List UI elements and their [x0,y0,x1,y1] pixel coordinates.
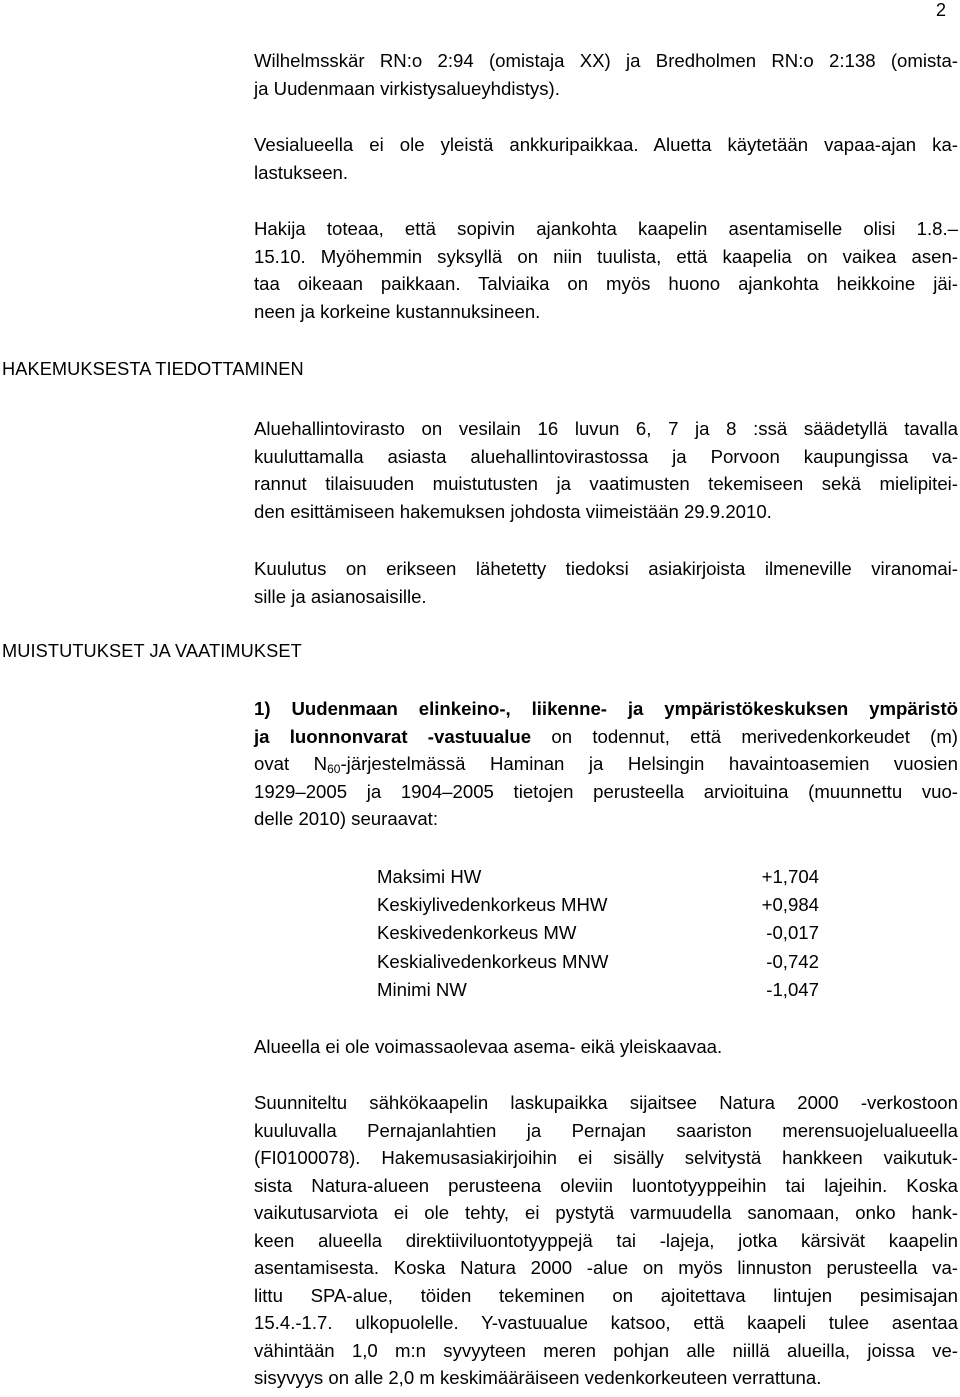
text-line: rannut tilaisuuden muistutusten ja vaatimusten tekemiseen sekä mielipitei- [254,473,958,494]
water-level-value: +1,704 [761,866,819,888]
water-level-value: -0,742 [766,950,819,972]
text-line: keen alueella direktiiviluontotyyppejä tai -lajeja, jotka kärsivät kaapelin [254,1229,958,1251]
text-line: den esittämiseen hakemuksen johdosta viimeistään 29.9.2010. [254,500,772,522]
section-heading-statements: MUISTUTUKSET JA VAATIMUKSET [2,641,302,661]
water-level-table [377,863,819,1004]
water-level-value: -1,047 [766,978,819,1000]
page-number: 2 [935,0,946,20]
water-level-value: +0,984 [761,894,819,916]
water-level-value: -0,017 [766,922,819,944]
water-level-label: Maksimi HW [377,866,482,888]
text-line: taa oikeaan paikkaan. Talviaika on myös huono ajankohta heikkoine jäi- [254,273,958,294]
water-level-row [377,863,819,891]
text-line: delle 2010) seuraavat: [254,808,438,829]
text-line: lastukseen. [254,161,349,183]
statement-org-name: Uudenmaan elinkeino-, liikenne- ja ympäristökeskuksen ympäristö [291,698,958,719]
text-line: 15.10. Myöhemmin syksyllä on niin tuulista, että kaapelia on vaikea asen- [254,245,958,267]
text-line: sille ja asianosaisille. [254,585,427,607]
text-line [254,695,958,723]
text-line: 1929–2005 ja 1904–2005 tietojen perusteella arvioituina (muunnettu vuo- [254,780,958,802]
timing-paragraph [254,215,958,325]
text-line: kuuluttamalla asiasta aluehallintovirastossa ja Porvoon kaupungissa va- [254,445,958,467]
text-line: sisyvyys on alle 2,0 m keskimääräiseen vedenkorkeuteen verrattuna. [254,1367,822,1388]
water-level-label: Keskiylivedenkorkeus MHW [377,894,608,916]
owners-paragraph [254,47,958,102]
natura-paragraph [254,1089,958,1392]
no-plan-paragraph [254,1033,958,1061]
text-line: kuuluvalla Pernajanlahtien ja Pernajan saariston merensuojelualueella [254,1119,958,1141]
statement-org-name-cont: ja luonnonvarat -vastuualue [254,725,532,747]
section-heading-notification: HAKEMUKSESTA TIEDOTTAMINEN [2,359,304,379]
water-level-row [377,891,819,919]
text-line: Vesialueella ei ole yleistä ankkuripaikkaa. Aluetta käytetään vapaa-ajan ka- [254,134,958,155]
text-line [254,750,958,778]
text-line: sista Natura-alueen perusteena oleviin luontotyyppeihin tai lajeihin. Koska [254,1174,958,1196]
text-line: (FI0100078). Hakemusasiakirjoihin ei sisälly selvitystä hankkeen vaikutuk- [254,1147,958,1168]
text-line: Aluehallintovirasto on vesilain 16 luvun 6, 7 ja 8 :ssä säädetyllä tavalla [254,418,958,439]
statement-text: ovat N [254,753,328,774]
subscript: 60 [327,762,341,776]
water-level-row [377,919,819,947]
text-line: vähintään 1,0 m:n syvyyteen meren pohjan alle niillä alueilla, joissa ve- [254,1339,958,1361]
water-level-row [377,948,819,976]
text-line: 15.4.-1.7. ulkopuolelle. Y-vastuualue katsoo, että kaapeli tulee asentaa [254,1312,958,1333]
anchorage-paragraph [254,131,958,186]
water-level-label: Keskivedenkorkeus MW [377,922,577,944]
water-level-row [377,976,819,1004]
text-line: Hakija toteaa, että sopivin ajankohta kaapelin asentamiselle olisi 1.8.– [254,218,958,239]
text-line: littu SPA-alue, töiden tekeminen on ajoitettava lintujen pesimisajan [254,1284,958,1306]
text-line: asentamisesta. Koska Natura 2000 -alue on myös linnuston perusteella va- [254,1257,958,1278]
statement-1-paragraph [254,695,958,833]
text-line: ja Uudenmaan virkistysalueyhdistys). [254,77,560,99]
water-level-label: Keskialivedenkorkeus MNW [377,950,609,972]
text-line: Suunniteltu sähkökaapelin laskupaikka sijaitsee Natura 2000 -verkostoon [254,1092,958,1113]
text-line: vaikutusarviota ei ole tehty, ei pystytä varmuudella sanomaan, onko hank- [254,1202,958,1223]
text-line: Wilhelmsskär RN:o 2:94 (omistaja XX) ja Bredholmen RN:o 2:138 (omista- [254,50,958,71]
text-line: neen ja korkeine kustannuksineen. [254,300,541,322]
notice-sent-paragraph [254,555,958,610]
statement-number: 1) [254,698,271,719]
text-line [254,723,958,751]
statement-text: -järjestelmässä Haminan ja Helsingin havaintoasemien vuosien [340,753,958,774]
water-level-label: Minimi NW [377,978,467,1000]
statement-text: on todennut, että merivedenkorkeudet (m) [531,725,958,747]
text-line: Kuulutus on erikseen lähetetty tiedoksi asiakirjoista ilmeneville viranomai- [254,558,958,579]
notification-paragraph [254,415,958,525]
text-line: Alueella ei ole voimassaolevaa asema- eikä yleiskaavaa. [254,1036,723,1057]
